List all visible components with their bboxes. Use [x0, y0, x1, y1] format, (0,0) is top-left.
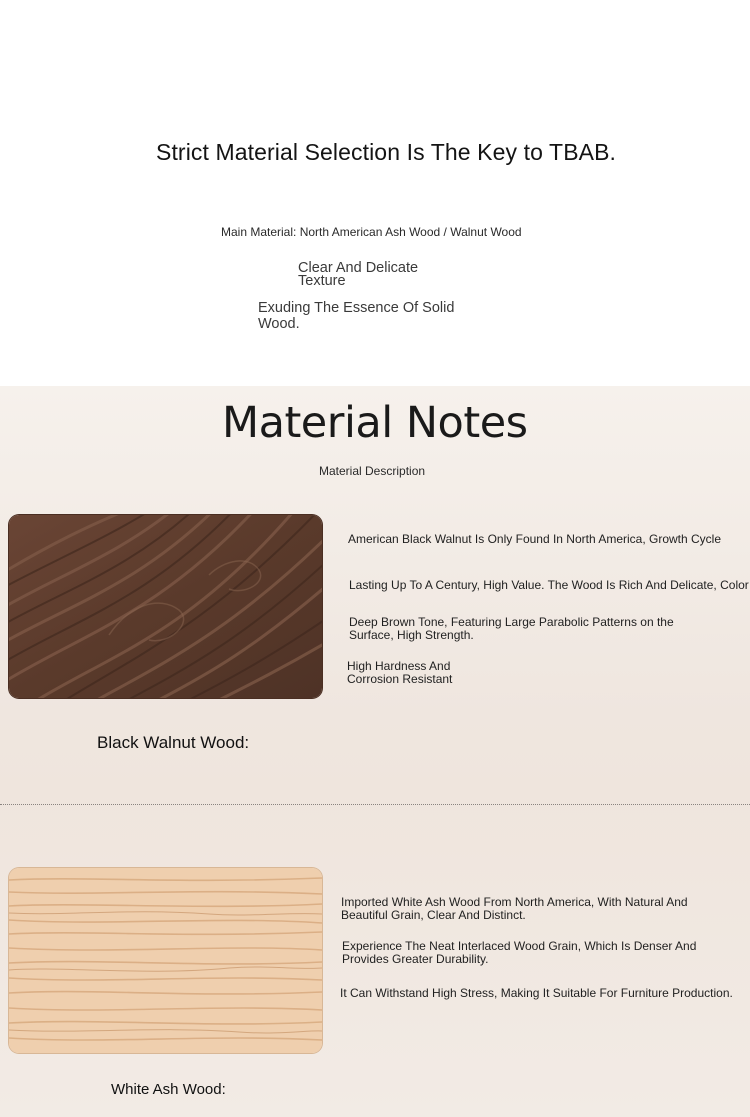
material-notes-section	[0, 386, 750, 1117]
essence-line: Wood.	[258, 316, 300, 332]
texture-line: Texture	[298, 273, 346, 289]
ash-description-2	[342, 940, 696, 966]
essence-text	[258, 300, 454, 332]
ash-description-line: Beautiful Grain, Clear And Distinct.	[341, 908, 526, 922]
walnut-grain-pattern	[9, 515, 322, 698]
walnut-description-line: Corrosion Resistant	[347, 672, 453, 686]
material-description-subtitle: Material Description	[319, 464, 426, 478]
essence-line: Exuding The Essence Of Solid	[258, 300, 455, 316]
ash-description-line: Experience The Neat Interlaced Wood Grain, Which Is Denser And	[342, 939, 697, 953]
ash-description-line: Imported White Ash Wood From North America, With Natural And	[341, 895, 688, 909]
material-notes-title: Material Notes	[222, 398, 528, 448]
main-material-text: Main Material: North American Ash Wood / Walnut Wood	[221, 225, 522, 239]
section-divider	[0, 804, 750, 806]
texture-text	[298, 262, 418, 288]
walnut-description-3	[349, 616, 674, 642]
walnut-description-1: American Black Walnut Is Only Found In North America, Growth Cycle	[348, 532, 722, 546]
walnut-wood-label: Black Walnut Wood:	[97, 733, 250, 752]
intro-section	[0, 0, 750, 386]
walnut-description-2: Lasting Up To A Century, High Value. The Wood Is Rich And Delicate, Color	[349, 578, 749, 592]
walnut-description-4	[347, 660, 452, 686]
texture-line: Clear And Delicate	[298, 260, 419, 276]
intro-headline: Strict Material Selection Is The Key to TBAB.	[156, 139, 617, 165]
ash-description-1	[341, 896, 688, 922]
ash-grain-pattern	[9, 868, 322, 1053]
walnut-description-line: Deep Brown Tone, Featuring Large Parabolic Patterns on the	[349, 615, 674, 629]
ash-wood-label: White Ash Wood:	[111, 1081, 226, 1098]
walnut-wood-swatch	[9, 515, 322, 698]
walnut-description-line: Surface, High Strength.	[349, 628, 474, 642]
walnut-description-line: High Hardness And	[347, 659, 451, 673]
ash-description-line: Provides Greater Durability.	[342, 952, 489, 966]
ash-description-3: It Can Withstand High Stress, Making It Suitable For Furniture Production.	[340, 986, 733, 1000]
ash-wood-swatch	[9, 868, 322, 1053]
